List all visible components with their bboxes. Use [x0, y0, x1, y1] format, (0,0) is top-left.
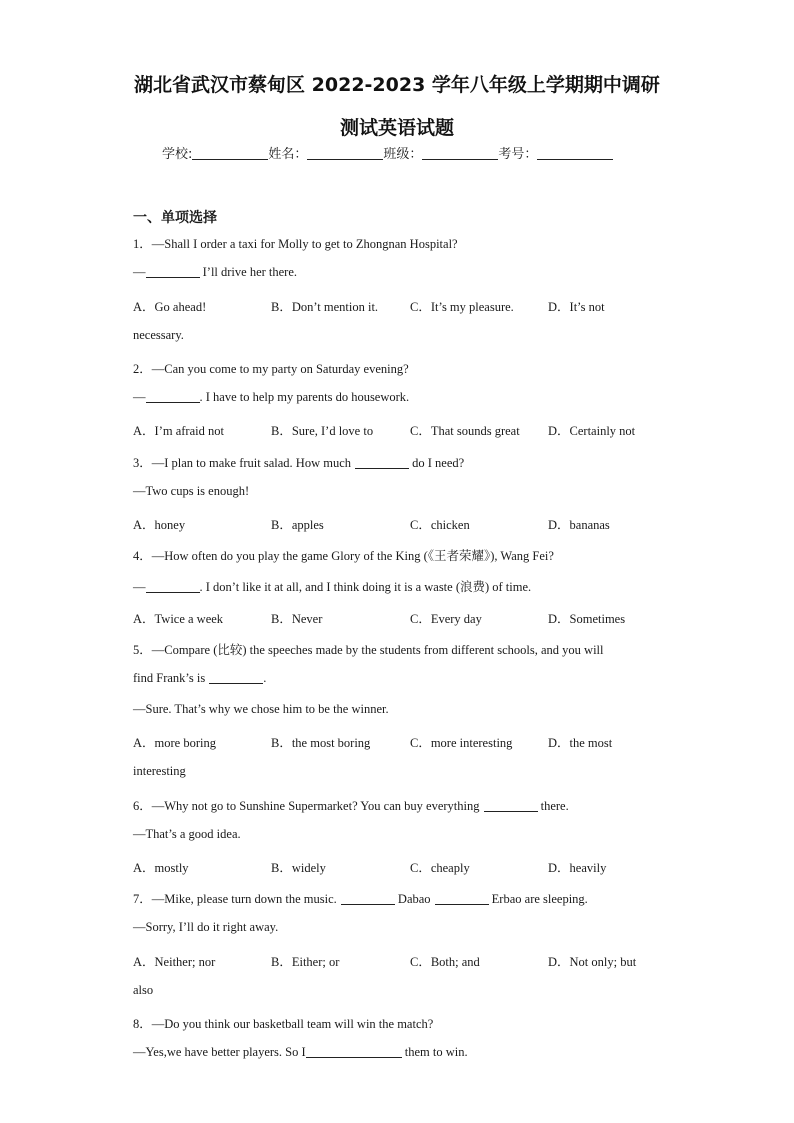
q2-option-d: D．Certainly not — [548, 424, 636, 438]
school-label: 学校: — [162, 147, 193, 162]
q6-option-a: A．mostly — [133, 861, 189, 875]
answer-blank — [341, 892, 395, 905]
q1-option-d-cont: necessary. — [133, 328, 184, 342]
q1-response: — I’ll drive her there. — [133, 265, 298, 279]
q6-response: —That’s a good idea. — [133, 827, 241, 841]
q1-option-a: A．Go ahead! — [133, 300, 207, 314]
class-label: 班级： — [383, 147, 423, 162]
q7-option-c: C．Both; and — [410, 955, 480, 969]
number-label: 考号： — [498, 147, 538, 162]
q6-stem: 6．—Why not go to Sunshine Supermarket? You can buy everything there. — [133, 799, 569, 813]
answer-blank — [146, 390, 200, 403]
q3-stem: 3．—I plan to make fruit salad. How much do I need? — [133, 456, 465, 470]
name-blank — [307, 145, 383, 160]
q5-option-d: D．the most — [548, 736, 613, 750]
answer-blank — [146, 580, 200, 593]
answer-blank — [146, 265, 200, 278]
q5-option-c: C．more interesting — [410, 736, 513, 750]
number-blank — [537, 145, 613, 160]
exam-title-line1: 湖北省武汉市蔡甸区 2022-2023 学年八年级上学期期中调研 — [134, 74, 660, 96]
q7-option-b: B．Either; or — [271, 955, 340, 969]
exam-title-line2: 测试英语试题 — [339, 117, 454, 139]
q3-option-d: D．bananas — [548, 518, 610, 532]
q5-response: —Sure. That’s why we chose him to be the winner. — [133, 702, 389, 716]
q3-response: —Two cups is enough! — [133, 484, 250, 498]
answer-blank — [435, 892, 489, 905]
q3-option-b: B．apples — [271, 518, 324, 532]
answer-blank — [209, 671, 263, 684]
class-blank — [422, 145, 498, 160]
q7-response: —Sorry, I’ll do it right away. — [133, 920, 279, 934]
q1-option-c: C．It’s my pleasure. — [410, 300, 514, 314]
school-blank — [192, 145, 268, 160]
q7-stem: 7．—Mike, please turn down the music. Dabao Erbao are sleeping. — [133, 892, 588, 906]
q6-option-d: D．heavily — [548, 861, 607, 875]
student-info-row — [162, 143, 613, 162]
answer-blank — [355, 456, 409, 469]
q5-option-a: A．more boring — [133, 736, 216, 750]
q4-option-a: A．Twice a week — [133, 612, 224, 626]
name-label: 姓名： — [268, 147, 308, 162]
q4-option-b: B．Never — [271, 612, 323, 626]
q5-stem-cont: find Frank’s is . — [133, 671, 267, 685]
q2-option-a: A．I’m afraid not — [133, 424, 224, 438]
q4-option-d: D．Sometimes — [548, 612, 626, 626]
q5-option-b: B．the most boring — [271, 736, 371, 750]
answer-blank — [306, 1045, 402, 1058]
q2-stem: 2．—Can you come to my party on Saturday evening? — [133, 362, 409, 376]
q3-option-a: A．honey — [133, 518, 186, 532]
q2-option-c: C．That sounds great — [410, 424, 520, 438]
q6-option-c: C．cheaply — [410, 861, 470, 875]
answer-blank — [484, 799, 538, 812]
q8-stem: 8．—Do you think our basketball team will win the match? — [133, 1017, 434, 1031]
q4-option-c: C．Every day — [410, 612, 482, 626]
q4-response: — . I don’t like it at all, and I think doing it is a waste (浪费) of time. — [133, 580, 532, 594]
q2-response: — . I have to help my parents do housework. — [133, 390, 410, 404]
q3-option-c: C．chicken — [410, 518, 470, 532]
q7-option-d: D．Not only; but — [548, 955, 637, 969]
q8-response: —Yes,we have better players. So I them to win. — [133, 1045, 468, 1059]
q7-option-d-cont: also — [133, 983, 154, 997]
q5-option-d-cont: interesting — [133, 764, 186, 778]
q2-option-b: B．Sure, I’d love to — [271, 424, 374, 438]
q4-stem: 4．—How often do you play the game Glory of the King (《王者荣耀》), Wang Fei? — [133, 549, 554, 563]
q1-option-b: B．Don’t mention it. — [271, 300, 379, 314]
q1-option-d: D．It’s not — [548, 300, 605, 314]
q5-stem: 5．—Compare (比较) the speeches made by the students from different schools, and you will — [133, 643, 604, 657]
q1-stem: 1．—Shall I order a taxi for Molly to get to Zhongnan Hospital? — [133, 237, 458, 251]
section-heading: 一、单项选择 — [133, 210, 217, 226]
q7-option-a: A．Neither; nor — [133, 955, 216, 969]
q6-option-b: B．widely — [271, 861, 326, 875]
